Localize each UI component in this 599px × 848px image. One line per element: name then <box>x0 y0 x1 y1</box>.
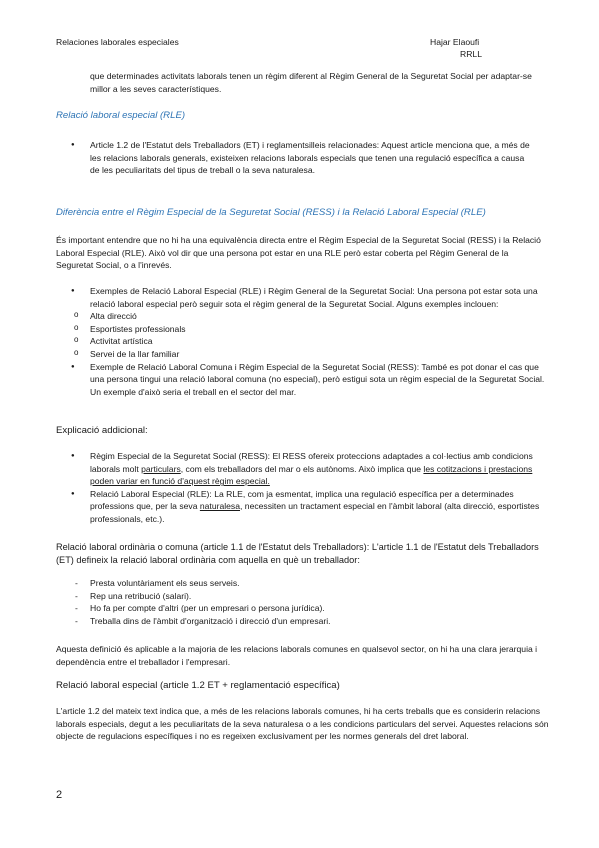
ordinary-relation-list <box>90 577 530 627</box>
ordinary-item: - Rep una retribució (salari). <box>90 590 530 603</box>
ress-underline-2: les cotitzacions i prestacions poden variar en funció d'aquest règim especial. <box>90 463 533 487</box>
intro-continuation: que determinades activitats laborals tenen un règim diferent al Règim General de la Seguretat Social per adaptar-se millor a les seves característiques. <box>90 71 532 94</box>
ordinary-item: - Ho fa per compte d'altri (per un empresari o persona jurídica). <box>90 602 530 615</box>
ordinary-relation-paragraph: Aquesta definició és aplicable a la majoria de les relacions laborals comunes en qualsevol sector, on hi ha una clara jerarquia i dependència entre el treballador i l'empresari. <box>56 644 538 667</box>
special-relation-paragraph: L'article 1.2 del mateix text indica que, a més de les relacions laborals comunes, hi ha certs treballs que es considerin relacions laborals especials, degut a les peculiaritats de la seva naturalesa o a les condicions particulars del servei. Aquestes relacions són objecte de regulacions específiques i no es regeixen exclusivament per les normes generals del dret laboral. <box>56 706 549 742</box>
rle-bullet <box>90 488 548 526</box>
ress-underline-1: particulars <box>141 463 181 474</box>
ordinary-item: - Treballa dins de l'àmbit d'organització i direcció d'un empresari. <box>90 615 530 628</box>
rle-text-a: Relació Laboral Especial (RLE): La RLE, com ja esmentat, implica una regulació específica per a determinades professions que, per la seva <box>90 488 514 512</box>
section-heading-difference: Diferència entre el Règim Especial de la Seguretat Social (RESS) i la Relació Laboral Especial (RLE) <box>56 207 486 218</box>
difference-paragraph: És important entendre que no hi ha una equivalència directa entre el Règim Especial de la Seguretat Social (RESS) i la Relació Laboral Especial (RLE). Això vol dir que una persona pot estar en una RLE però estar coberta pel Règim General de la Seguretat Social, o a l'inrevés. <box>56 235 541 271</box>
header-course: RRLL <box>460 49 482 59</box>
rle-bullet-list <box>90 139 530 177</box>
article-1-2-bullet: ● Article 1.2 de l'Estatut dels Treballadors (ET) i reglamentsilleis relacionades: Aquest article menciona que, a més de les relacions laborals generals, existeixen relacions laborals especials que tenen una regulació específica a causa de les peculiaritats del tipus de treball o la seva naturalesa. <box>90 139 530 177</box>
ress-text-a: Règim Especial de la Seguretat Social (RESS): El RESS ofereix proteccions adaptades a col·lectius amb condicions laborals molt <box>90 451 533 474</box>
special-relation-heading: Relació laboral especial (article 1.2 ET + reglamentació específica) <box>56 680 340 691</box>
ress-text-b: , com els treballadors del mar o els autònoms. Això implica que <box>180 463 424 474</box>
example-item: o Alta direcció <box>90 310 548 323</box>
page-number: 2 <box>56 789 63 801</box>
ordinary-item: - Presta voluntàriament els seus serveis. <box>90 577 530 590</box>
rle-text-b: , necessiten un tractament especial en l'àmbit laboral (alta direcció, esportistes professionals, etc.). <box>90 501 540 524</box>
example-item: o Esportistes professionals <box>90 323 548 336</box>
rle-underline: naturalesa <box>199 501 241 512</box>
examples-sublist <box>90 310 548 360</box>
example-item: o Servei de la llar familiar <box>90 348 548 361</box>
additional-explanation-list <box>90 450 548 526</box>
header-author: Hajar Elaoufi <box>430 37 480 47</box>
section-heading-rle: Relació laboral especial (RLE) <box>56 110 186 121</box>
difference-bullet-list <box>90 285 548 398</box>
example-item: o Activitat artística <box>90 335 548 348</box>
rle-examples-text: Exemples de Relació Laboral Especial (RLE) i Règim General de la Seguretat Social: Una persona pot estar sota una relació laboral especial però seguir sota el règim general de la Seguretat Social. Alguns exemples inclouen: <box>90 286 538 309</box>
rle-examples-bullet <box>90 285 548 361</box>
running-header-title: Relaciones laborales especiales <box>56 37 179 47</box>
ordinary-relation-intro: Relació laboral ordinària o comuna (article 1.1 de l'Estatut dels Treballadors): L'article 1.1 de l'Estatut dels Treballadors (ET) defineix la relació laboral ordinària com aquella en què un treballador: <box>56 542 539 565</box>
ress-bullet <box>90 450 548 488</box>
common-relation-bullet: ● Exemple de Relació Laboral Comuna i Règim Especial de la Seguretat Social (RESS): També es pot donar el cas que una persona tingui una relació laboral comuna (no especial), però estigui sota un règim especial de la Seguretat Social. Un exemple d'això seria el treball en el sector del mar. <box>90 361 548 399</box>
additional-explanation-title: Explicació addicional: <box>56 425 148 436</box>
